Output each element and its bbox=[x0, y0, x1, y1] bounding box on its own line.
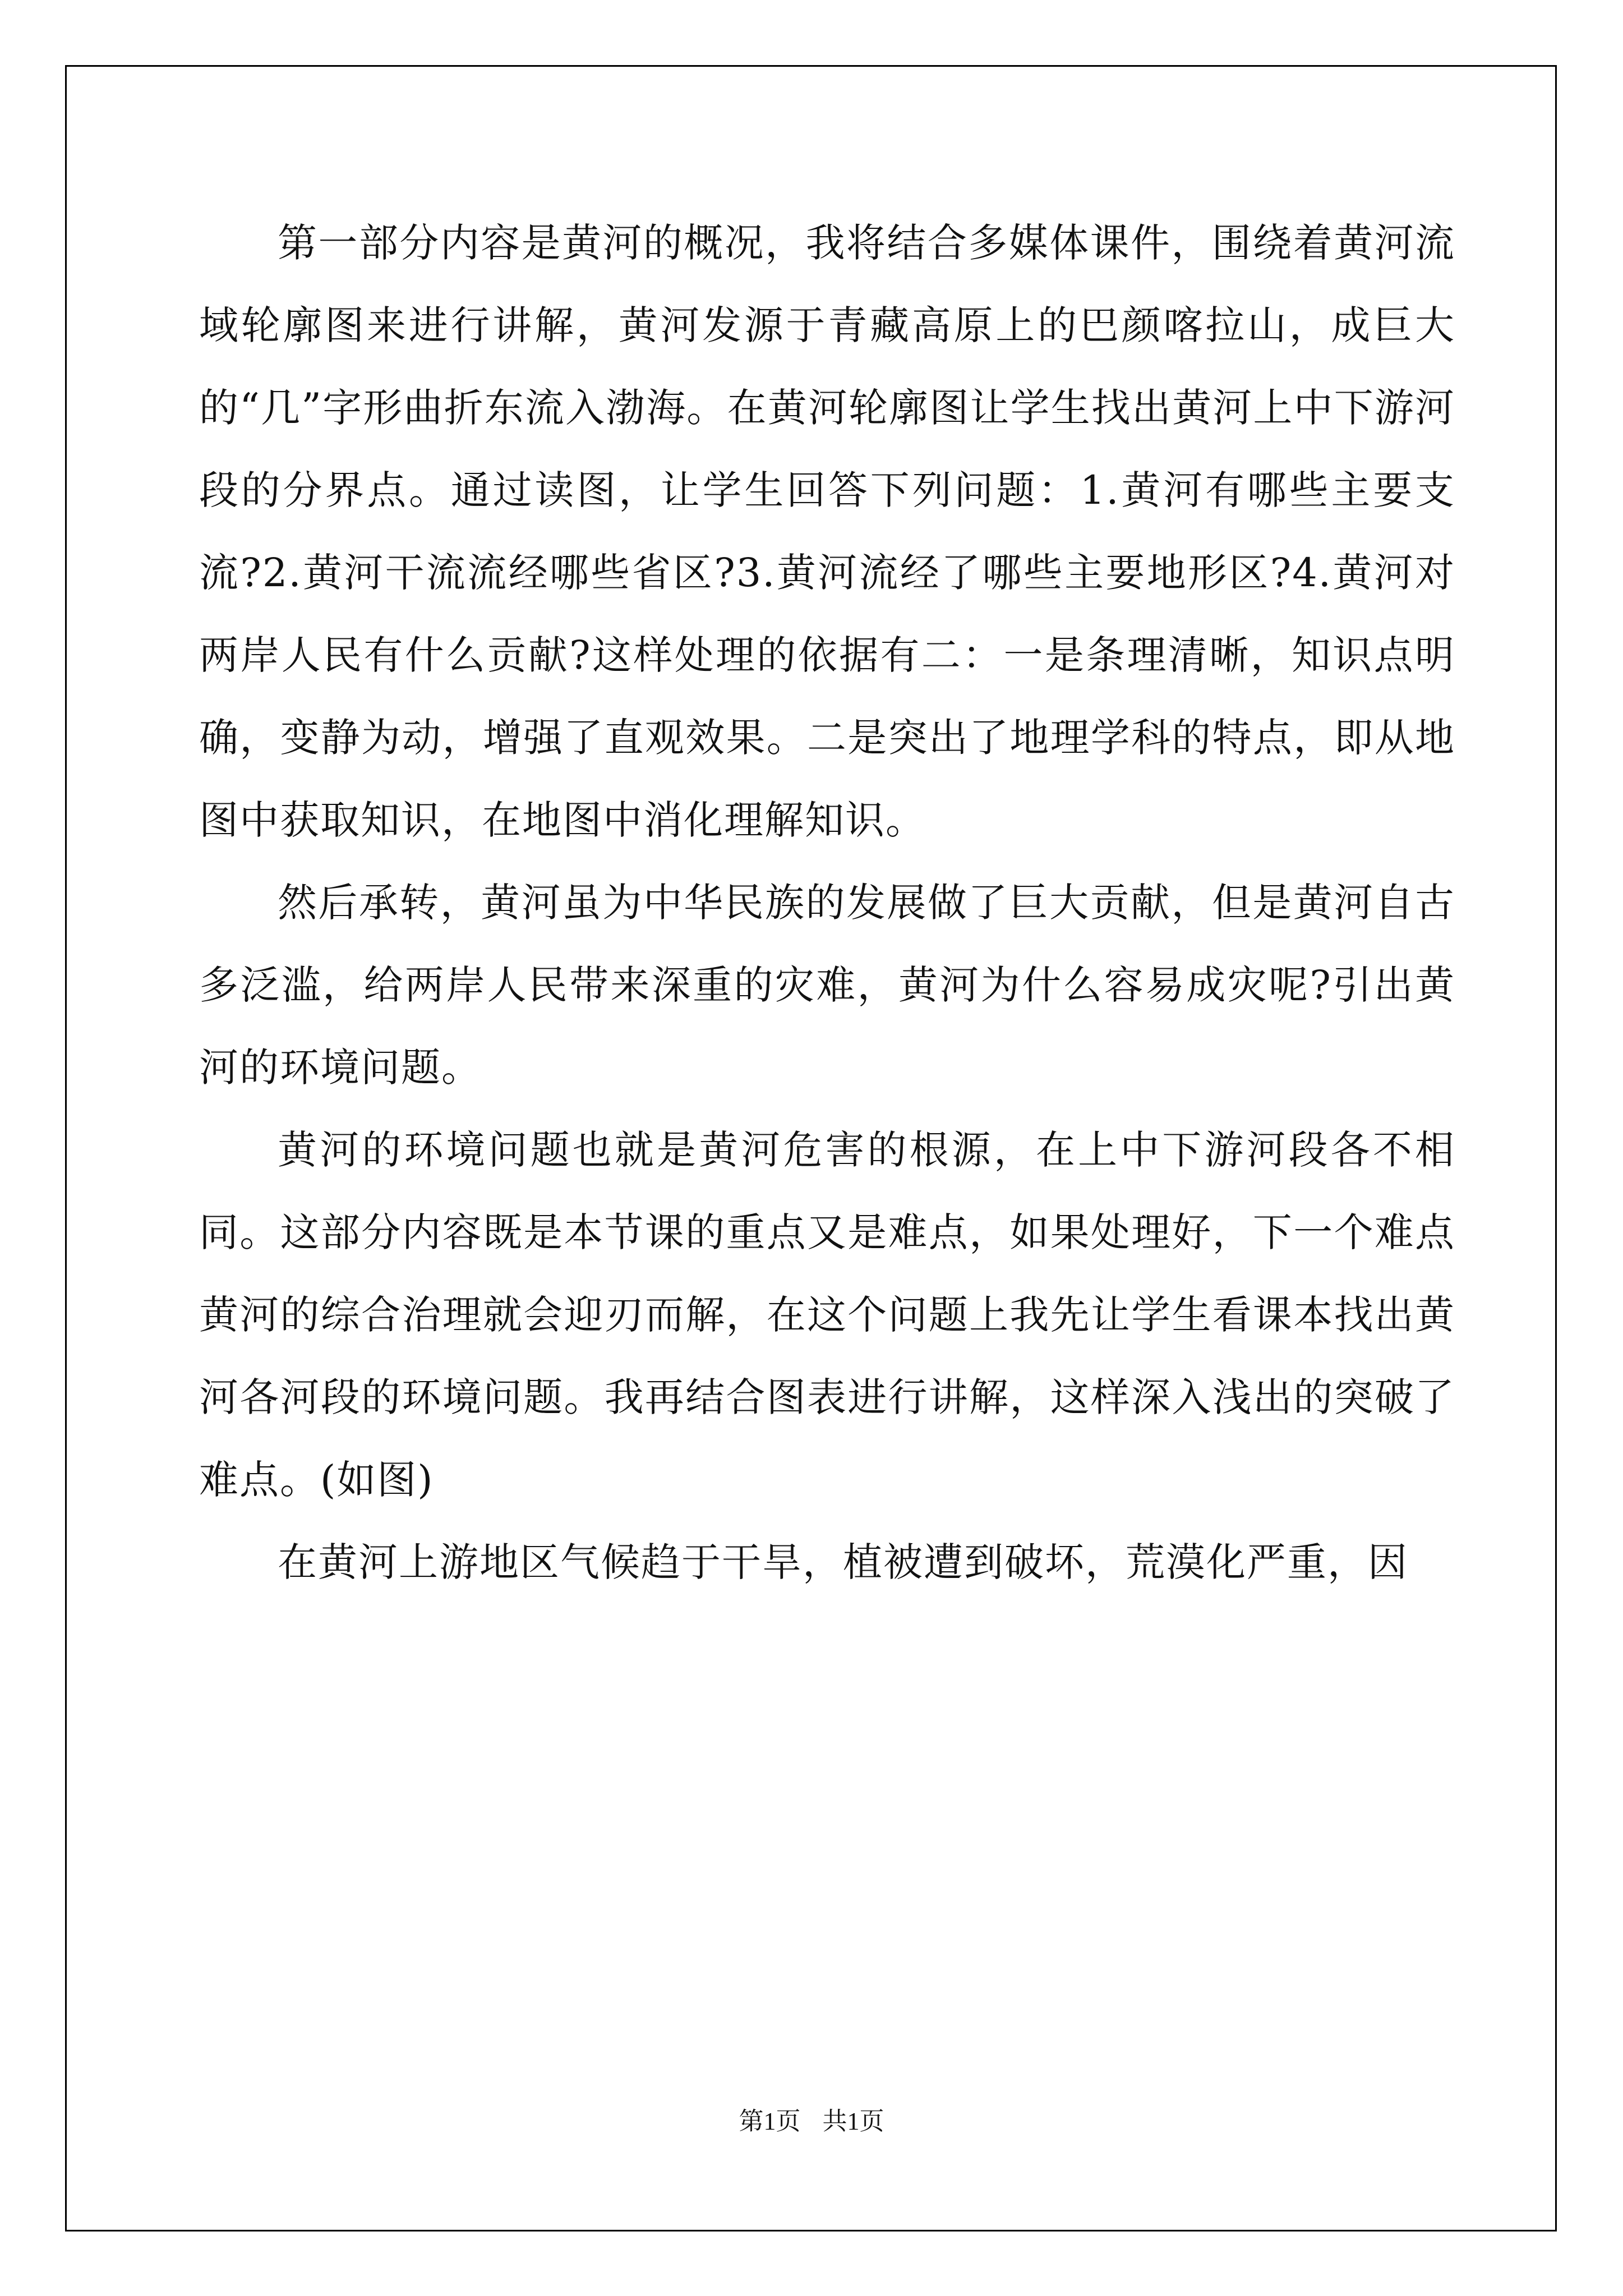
page-footer bbox=[0, 2101, 1623, 2137]
paragraph-transition: 然后承转，黄河虽为中华民族的发展做了巨大贡献，但是黄河自古多泛滥，给两岸人民带来深重的灾难，黄河为什么容易成灾呢?引出黄河的环境问题。 bbox=[199, 880, 1455, 1091]
page-number: 第1页 bbox=[739, 2108, 801, 2135]
page-total: 共1页 bbox=[822, 2108, 884, 2135]
document-body bbox=[199, 202, 1455, 1604]
paragraph-upper-reaches: 在黄河上游地区气候趋于干旱，植被遭到破坏，荒漠化严重，因 bbox=[278, 1539, 1408, 1585]
paragraph-environment: 黄河的环境问题也就是黄河危害的根源，在上中下游河段各不相同。这部分内容既是本节课的重点又是难点，如果处理好，下一个难点黄河的综合治理就会迎刃而解，在这个问题上我先让学生看课本找出黄河各河段的环境问题。我再结合图表进行讲解，这样深入浅出的突破了难点。(如图) bbox=[199, 1127, 1455, 1503]
paragraph-overview: 第一部分内容是黄河的概况，我将结合多媒体课件，围绕着黄河流域轮廓图来进行讲解，黄河发源于青藏高原上的巴颜喀拉山，成巨大的“几”字形曲折东流入渤海。在黄河轮廓图让学生找出黄河上中下游河段的分界点。通过读图，让学生回答下列问题：1.黄河有哪些主要支流?2.黄河干流流经哪些省区?3.黄河流经了哪些主要地形区?4.黄河对两岸人民有什么贡献?这样处理的依据有二：一是条理清晰，知识点明确，变静为动，增强了直观效果。二是突出了地理学科的特点，即从地图中获取知识，在地图中消化理解知识。 bbox=[199, 220, 1455, 843]
